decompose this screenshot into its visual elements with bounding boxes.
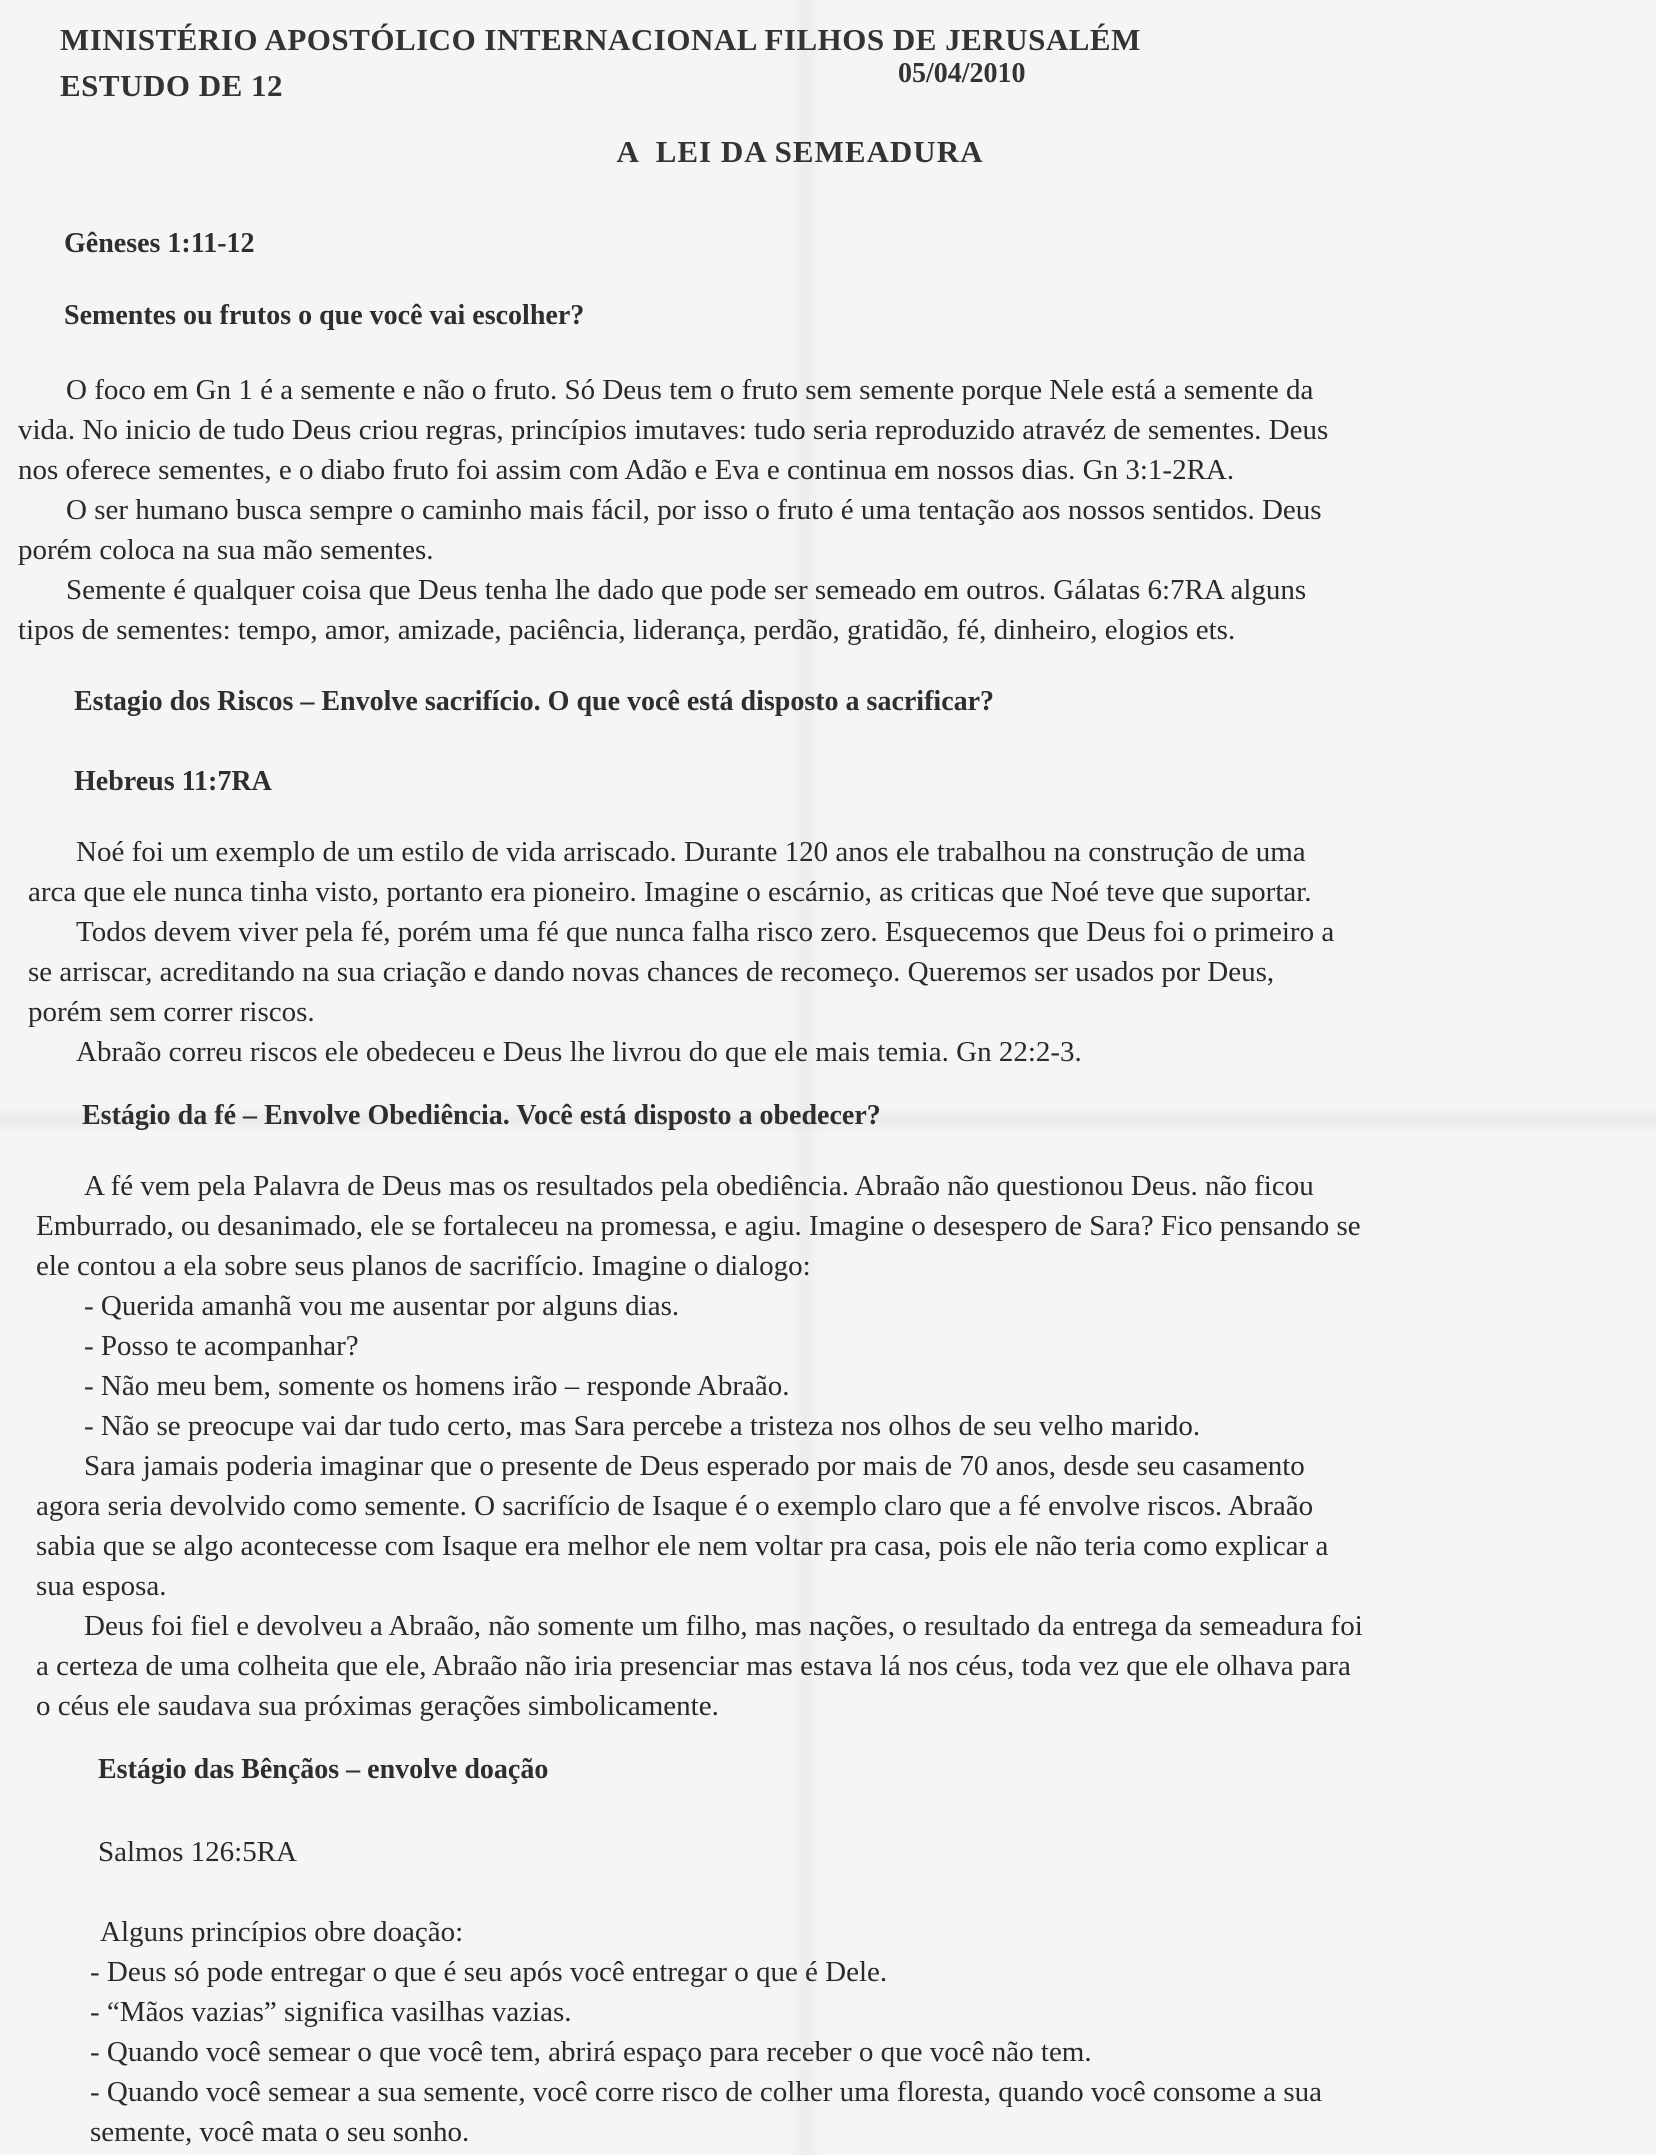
section-seeds-text	[18, 370, 1618, 650]
section-faith-text	[36, 1166, 1626, 1726]
text-line: Todos devem viver pela fé, porém uma fé que nunca falha risco zero. Esquecemos que Deus foi o primeiro a	[76, 916, 1335, 948]
reference-genesis: Gêneses 1:11-12	[64, 228, 255, 259]
dialog-line: - Não meu bem, somente os homens irão – responde Abraão.	[84, 1370, 790, 1402]
list-item: semente, você mata o seu sonho.	[90, 2116, 470, 2148]
section-blessings-text	[90, 1912, 1650, 2152]
text-line: ele contou a ela sobre seus planos de sacrifício. Imagine o dialogo:	[36, 1250, 811, 1282]
text-line: A fé vem pela Palavra de Deus mas os resultados pela obediência. Abraão não questionou Deus. não ficou	[84, 1170, 1314, 1202]
text-line: Deus foi fiel e devolveu a Abraão, não somente um filho, mas nações, o resultado da entrega da semeadura foi	[84, 1610, 1363, 1642]
dialog-line: - Posso te acompanhar?	[84, 1330, 359, 1362]
text-line: agora seria devolvido como semente. O sacrifício de Isaque é o exemplo claro que a fé envolve riscos. Abraão	[36, 1490, 1314, 1522]
document-date: 05/04/2010	[898, 58, 1026, 89]
study-series: ESTUDO DE 12	[60, 68, 284, 103]
text-line: Noé foi um exemplo de um estilo de vida arriscado. Durante 120 anos ele trabalhou na construção de uma	[76, 836, 1306, 868]
text-line: Sara jamais poderia imaginar que o presente de Deus esperado por mais de 70 anos, desde seu casamento	[84, 1450, 1305, 1482]
dialog-line: - Querida amanhã vou me ausentar por alguns dias.	[84, 1290, 680, 1322]
text-line: se arriscar, acreditando na sua criação e dando novas chances de recomeço. Queremos ser usados por Deus,	[28, 956, 1275, 988]
section-risks-text	[28, 832, 1618, 1072]
dialog-line: - Não se preocupe vai dar tudo certo, mas Sara percebe a tristeza nos olhos de seu velho marido.	[84, 1410, 1201, 1442]
list-item: - Deus só pode entregar o que é seu após você entregar o que é Dele.	[90, 1956, 888, 1988]
section-heading-blessings: Estágio das Bênçãos – envolve doação	[98, 1754, 549, 1785]
text-line: Emburrado, ou desanimado, ele se fortaleceu na promessa, e agiu. Imagine o desespero de Sara? Fico pensando se	[36, 1210, 1361, 1242]
reference-psalms: Salmos 126:5RA	[98, 1836, 297, 1868]
text-line: O ser humano busca sempre o caminho mais fácil, por isso o fruto é uma tentação aos nossos sentidos. Deus	[66, 494, 1322, 526]
text-line: a certeza de uma colheita que ele, Abraão não iria presenciar mas estava lá nos céus, toda vez que ele olhava para	[36, 1650, 1351, 1682]
list-item: - “Mãos vazias” significa vasilhas vazias.	[90, 1996, 572, 2028]
text-line: Abraão correu riscos ele obedeceu e Deus lhe livrou do que ele mais temia. Gn 22:2-3.	[76, 1036, 1082, 1068]
text-line: nos oferece sementes, e o diabo fruto foi assim com Adão e Eva e continua em nossos dias. Gn 3:1-2RA.	[18, 454, 1235, 486]
organization-name: MINISTÉRIO APOSTÓLICO INTERNACIONAL FILHOS DE JERUSALÉM	[60, 22, 1141, 57]
section-heading-faith: Estágio da fé – Envolve Obediência. Você está disposto a obedecer?	[82, 1100, 881, 1131]
text-line: porém sem correr riscos.	[28, 996, 315, 1028]
text-line: Semente é qualquer coisa que Deus tenha lhe dado que pode ser semeado em outros. Gálatas 6:7RA alguns	[66, 574, 1307, 606]
text-line: sua esposa.	[36, 1570, 167, 1602]
document-title: A LEI DA SEMEADURA	[616, 134, 984, 169]
text-line: o céus ele saudava sua próximas gerações simbolicamente.	[36, 1690, 719, 1722]
text-line: porém coloca na sua mão sementes.	[18, 534, 434, 566]
reference-hebrews: Hebreus 11:7RA	[74, 766, 272, 797]
section-heading-risks: Estagio dos Riscos – Envolve sacrifício. O que você está disposto a sacrificar?	[74, 686, 995, 717]
text-line: tipos de sementes: tempo, amor, amizade, paciência, liderança, perdão, gratidão, fé, dinheiro, elogios ets.	[18, 614, 1236, 646]
text-line: sabia que se algo acontecesse com Isaque era melhor ele nem voltar pra casa, pois ele não teria como explicar a	[36, 1530, 1329, 1562]
text-line: vida. No inicio de tudo Deus criou regras, princípios imutaves: tudo seria reproduzido atravéz de sementes. Deus	[18, 414, 1329, 446]
section-heading-seeds: Sementes ou frutos o que você vai escolher?	[64, 300, 585, 331]
list-item: - Quando você semear o que você tem, abrirá espaço para receber o que você não tem.	[90, 2036, 1092, 2068]
list-item: - Quando você semear a sua semente, você corre risco de colher uma floresta, quando você consome a sua	[90, 2076, 1322, 2108]
text-line: O foco em Gn 1 é a semente e não o fruto. Só Deus tem o fruto sem semente porque Nele está a semente da	[66, 374, 1314, 406]
text-line: Alguns princípios obre doação:	[100, 1916, 464, 1948]
text-line: arca que ele nunca tinha visto, portanto era pioneiro. Imagine o escárnio, as criticas que Noé teve que suportar.	[28, 876, 1312, 908]
